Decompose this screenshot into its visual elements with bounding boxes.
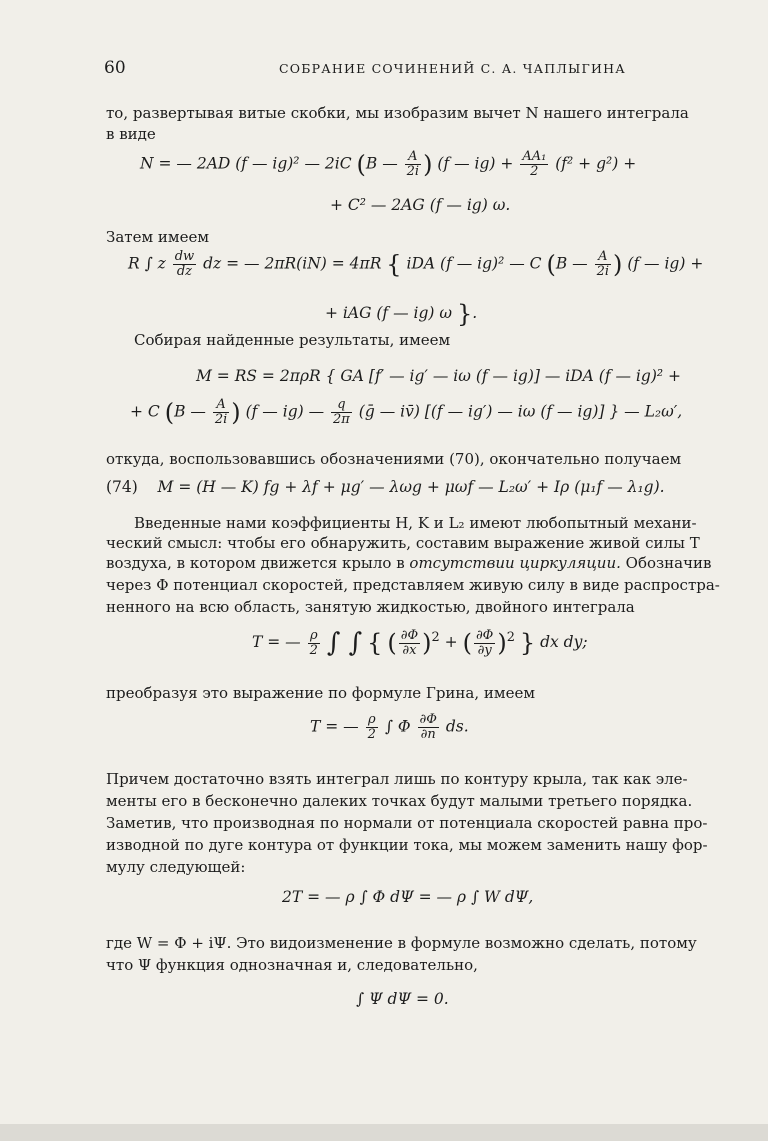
fraction-numerator: dw: [174, 249, 195, 264]
brace-close: }: [456, 300, 473, 328]
fraction-denominator: 2: [309, 642, 318, 658]
text-line: Причем достаточно взять интеграл лишь по контуру крыла, так как эле-: [106, 770, 688, 788]
fraction-denominator: 2: [530, 164, 539, 179]
equation-part: dx dy;: [540, 633, 588, 651]
equation-part: (f — ig) +: [437, 154, 514, 173]
fraction-denominator: 2i: [406, 164, 420, 179]
italic-emphasis: отсутствии циркуляции.: [409, 554, 621, 572]
paren-open: (: [387, 629, 397, 657]
equation-part: (f — ig) +: [627, 254, 704, 273]
equation-part: B —: [365, 154, 398, 173]
paren-open: (: [462, 629, 472, 657]
paren-close: ): [422, 629, 432, 657]
equation: T = — $\frac{\rho}{2}$ ∫ ∫ { ( $\frac{\partial\Phi}{\partial x}$ )$^2$ + ( $\frac{\partial\Phi}{\partial y}$ )$^2$ } dx dy;: [252, 627, 588, 658]
equation: + C (B — $\frac{A}{2i}$ ) (f — ig) — $\frac{q}{2\pi}$ (ḡ — iv̄) [(f — ig′) — iω (f — ig)] } — L₂ω′,: [130, 397, 683, 427]
fraction-numerator: ρ: [366, 713, 378, 728]
fraction: [366, 713, 378, 742]
text-line: [106, 553, 711, 573]
running-title: СОБРАНИЕ СОЧИНЕНИЙ С. А. ЧАПЛЫГИНА: [279, 61, 626, 76]
paren-open: (: [546, 250, 556, 279]
equation-part: T = —: [252, 633, 301, 651]
scan-bottom-edge: [0, 1124, 768, 1141]
text-line: менты его в бесконечно далеких точках будут малыми третьего порядка.: [106, 792, 693, 810]
text-span: воздуха, в котором движется крыло в: [106, 554, 410, 572]
text-line: преобразуя это выражение по формуле Грина, имеем: [106, 684, 535, 702]
fraction: [474, 629, 495, 658]
fraction-numerator: ∂Φ: [475, 627, 494, 643]
equation-part: N = — 2AD (f — ig)² — 2iC: [140, 154, 352, 173]
fraction-denominator: ∂x: [402, 642, 417, 658]
fraction-numerator: ρ: [308, 629, 320, 644]
text-line: изводной по дуге контура от функции тока, мы можем заменить нашу фор-: [106, 836, 708, 854]
equation-part: ∫ Φ: [384, 717, 411, 736]
text-line: Введенные нами коэффициенты H, K и L₂ имеют любопытный механи-: [134, 514, 697, 532]
equation-part: (f² + g²) +: [555, 154, 637, 173]
text-line: откуда, воспользовавшись обозначениями (70), окончательно получаем: [106, 450, 682, 468]
equation-part: + C: [130, 402, 160, 421]
paren-open: (: [164, 398, 175, 427]
equation-part: (ḡ — iv̄) [(f — ig′) — iω (f — ig)] } — L₂ω′,: [358, 402, 683, 421]
fraction: [399, 629, 420, 658]
text-line: мулу следующей:: [106, 858, 246, 876]
fraction-denominator: 2π: [333, 412, 350, 427]
equation-part: T = —: [310, 717, 359, 736]
fraction-denominator: 2i: [596, 264, 610, 279]
equation: 2T = — ρ ∫ Φ dΨ = — ρ ∫ W dΨ,: [282, 888, 534, 906]
text-line: ческий смысл: чтобы его обнаружить, составим выражение живой силы T: [106, 534, 700, 552]
page-header: [104, 58, 744, 82]
brace-open: {: [367, 629, 383, 657]
text-line: что Ψ функция однозначная и, следовательно,: [106, 956, 478, 974]
fraction-numerator: q: [331, 398, 352, 413]
text-line: где W = Φ + iΨ. Это видоизменение в формуле возможно сделать, потому: [106, 934, 697, 952]
fraction-numerator: ∂Φ: [419, 712, 437, 727]
fraction: [173, 250, 196, 279]
fraction: [308, 629, 320, 658]
fraction: [405, 150, 421, 179]
paren-close: ): [231, 398, 241, 427]
fraction-numerator: A: [595, 250, 611, 265]
fraction-numerator: A: [213, 398, 229, 413]
text-line: в виде: [106, 125, 156, 143]
equation: R ∫ z $\frac{dw}{dz}$ dz = — 2πR(iN) = 4πR { iDA (f — ig)² — C (B — $\frac{A}{2i}$ ) (f — ig) +: [128, 249, 704, 279]
equation-part: R ∫ z: [128, 254, 166, 273]
paren-close: ): [423, 150, 433, 179]
page-number: 60: [104, 58, 126, 78]
integral-part: ∫ ∫: [326, 628, 363, 658]
equation: ∫ Ψ dΨ = 0.: [356, 990, 449, 1008]
brace-close: }: [519, 629, 536, 657]
numbered-equation: [106, 478, 665, 496]
equation-part: M = (H — K) fg + λf + μg′ — λωg + μωf — L₂ω′ + Iρ (μ₁f — λ₁g).: [157, 478, 665, 496]
fraction-numerator: ∂Φ: [400, 627, 419, 643]
equation-part: dz = — 2πR(iN) = 4πR: [203, 254, 382, 273]
text-span: Обозначив: [620, 554, 712, 572]
equation-part: ds.: [445, 717, 469, 736]
fraction: [213, 398, 229, 427]
text-line: то, развертывая витые скобки, мы изобразим вычет N нашего интеграла: [106, 104, 689, 122]
text-line: Заметив, что производная по нормали от потенциала скоростей равна про-: [106, 814, 708, 832]
brace-open: {: [386, 250, 402, 279]
equation: [310, 713, 469, 742]
text-line: Затем имеем: [106, 228, 209, 246]
text-line: ненного на всю область, занятую жидкостью, двойного интеграла: [106, 598, 635, 616]
fraction-denominator: ∂y: [477, 642, 492, 658]
fraction-denominator: 2: [367, 727, 376, 742]
equation-part: iDA (f — ig)² — C: [406, 254, 542, 273]
equation-part: (f — ig) —: [245, 402, 325, 421]
paren-open: (: [356, 150, 366, 179]
paren-close: ): [613, 250, 623, 279]
fraction-denominator: dz: [176, 264, 193, 279]
equation-number: (74): [106, 478, 138, 496]
equation-continuation: + C² — 2AG (f — ig) ω.: [330, 196, 511, 214]
fraction: [331, 398, 352, 427]
fraction-numerator: A: [405, 150, 421, 165]
fraction: [418, 713, 439, 742]
fraction: [520, 150, 548, 179]
equation: M = RS = 2πρR { GA [f′ — ig′ — iω (f — ig)] — iDA (f — ig)² +: [196, 367, 681, 385]
text-line: Собирая найденные результаты, имеем: [134, 331, 451, 349]
equation-continuation: + iAG (f — ig) ω }.: [325, 300, 478, 328]
equation: [140, 150, 636, 179]
fraction-numerator: AA₁: [522, 149, 547, 164]
fraction-denominator: ∂n: [420, 727, 436, 742]
fraction-denominator: 2i: [214, 412, 228, 427]
paren-close: ): [497, 629, 507, 657]
text-line: через Φ потенциал скоростей, представляем живую силу в виде распростра-: [106, 576, 720, 594]
equation-part: + iAG (f — ig) ω: [325, 304, 453, 322]
fraction: [595, 250, 611, 279]
